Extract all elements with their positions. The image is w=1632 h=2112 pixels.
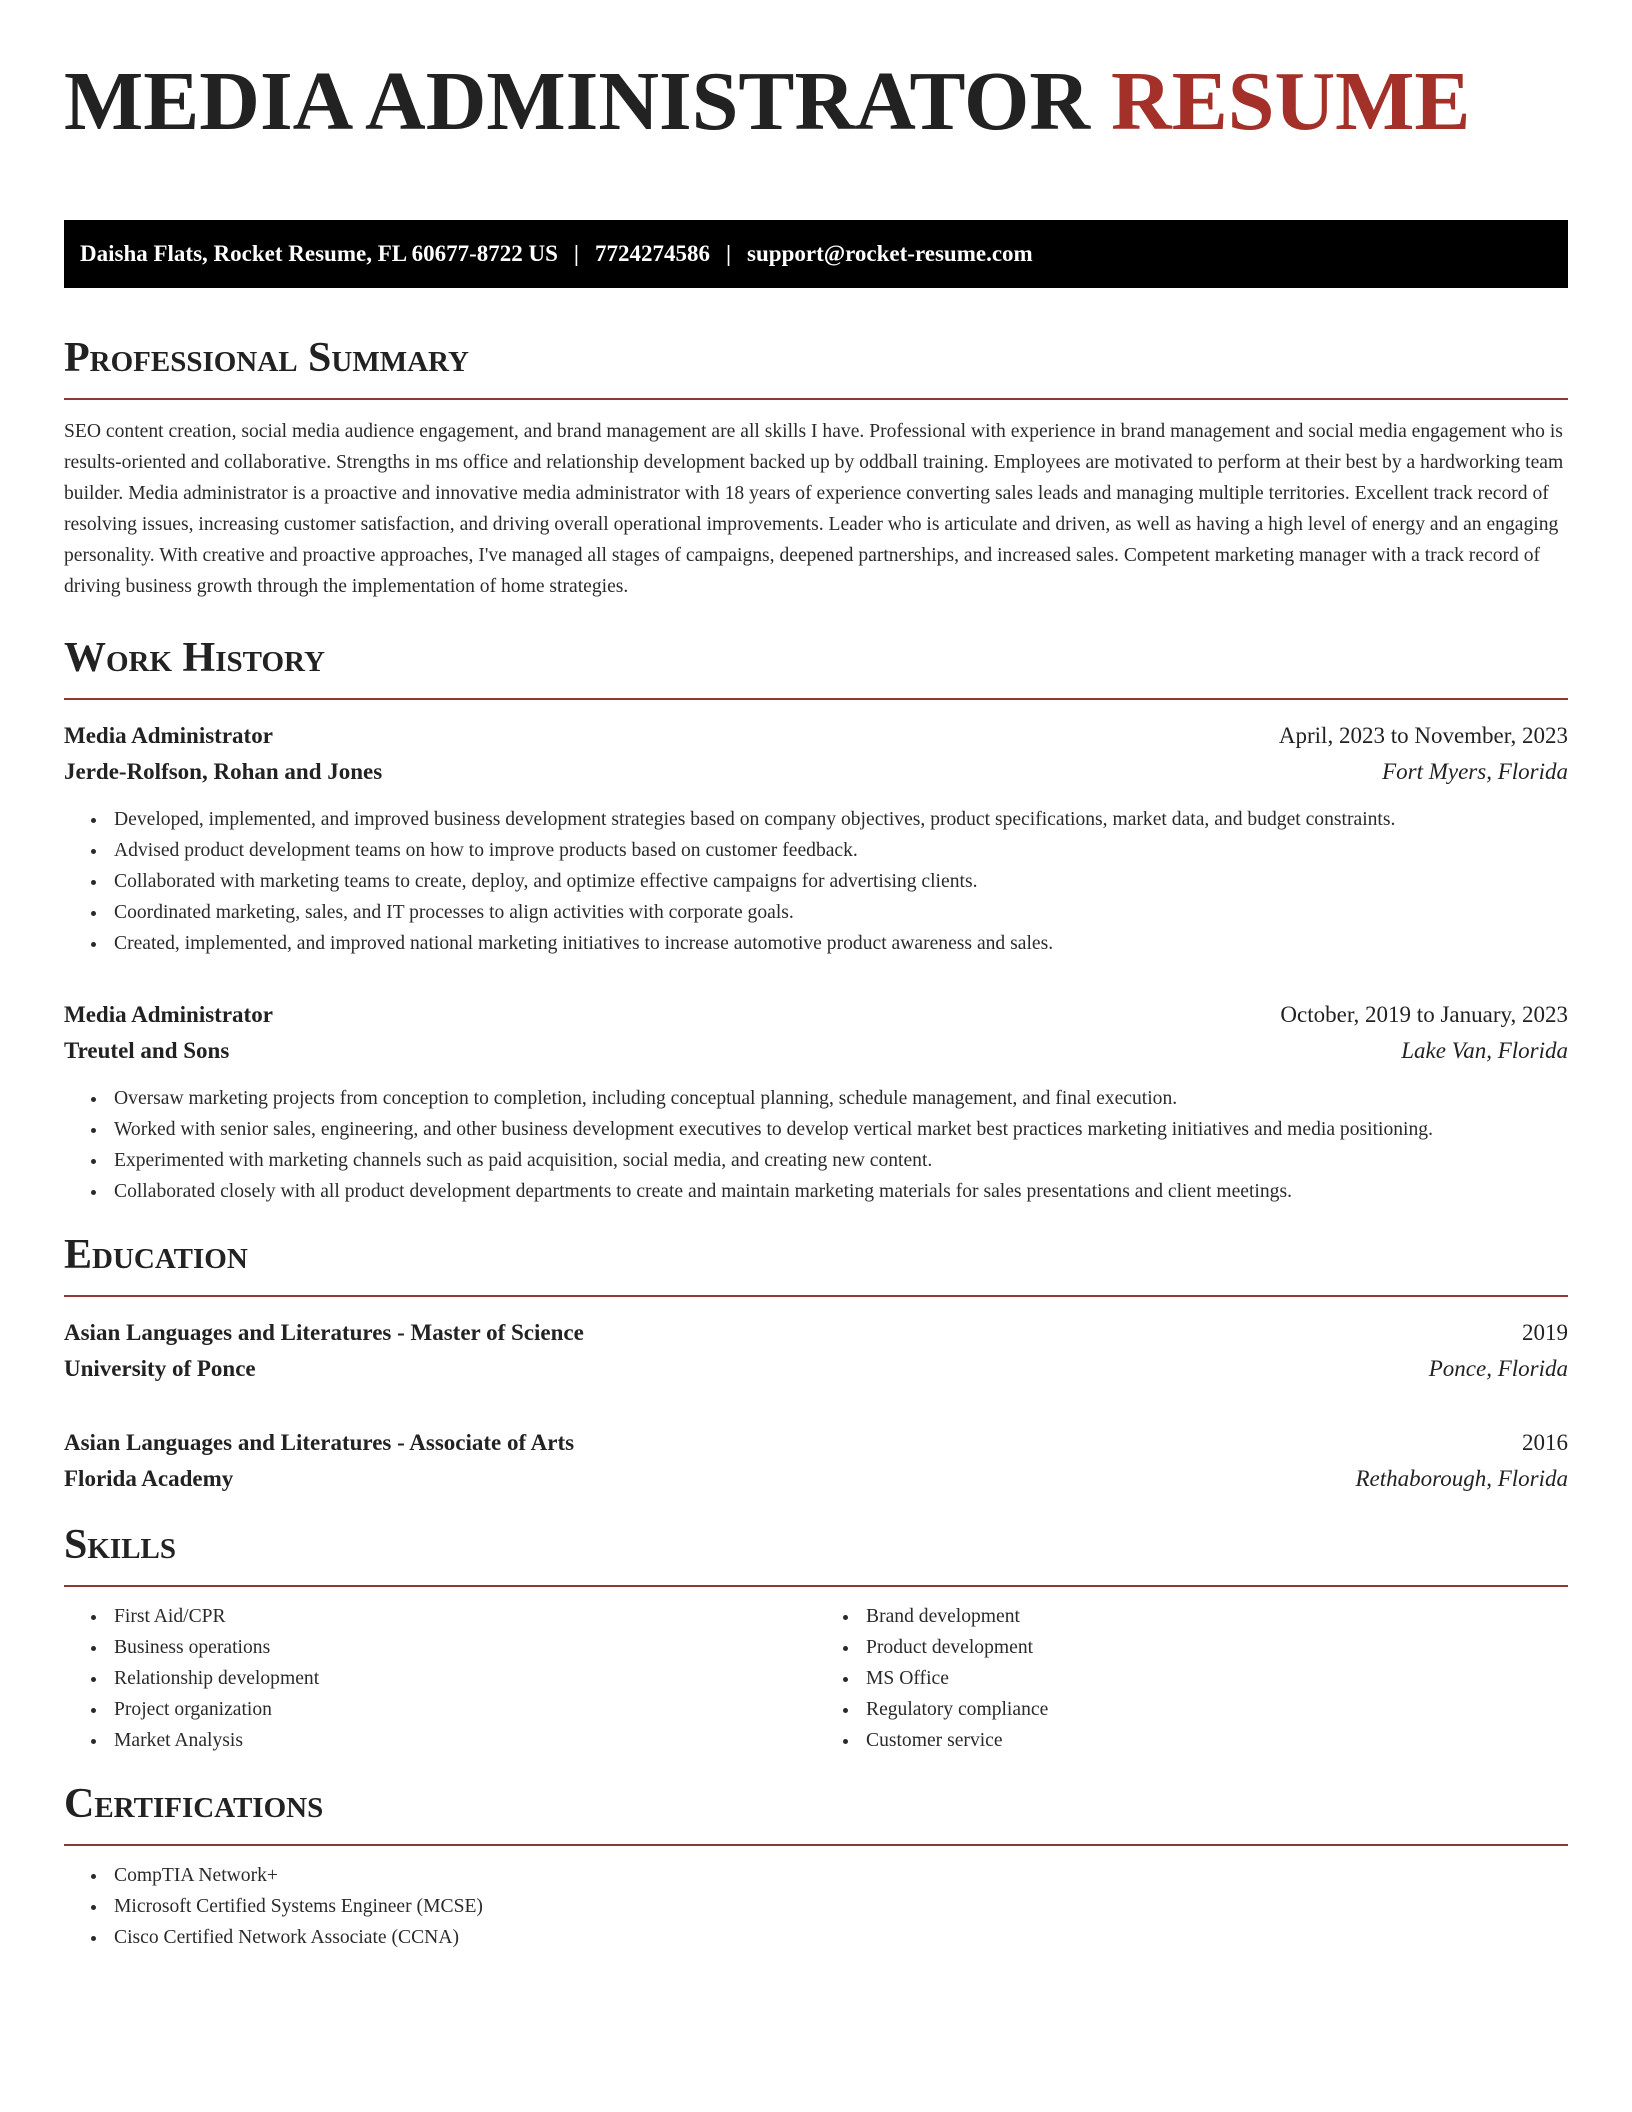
job-bullet: • Experimented with marketing channels such as paid acquisition, social media, and creating new content. <box>108 1145 1568 1176</box>
education-school-row <box>64 1461 1568 1497</box>
job-bullet: • Advised product development teams on how to improve products based on customer feedback. <box>108 835 1568 866</box>
contact-address: Daisha Flats, Rocket Resume, FL 60677-8722 US <box>80 241 558 266</box>
education-location: Rethaborough, Florida <box>1355 1466 1568 1491</box>
education-school: Florida Academy <box>64 1466 234 1491</box>
section-divider <box>64 1585 1568 1587</box>
work-heading: Work History <box>64 635 325 681</box>
skill-item: • MS Office <box>860 1663 1568 1694</box>
education-entry <box>64 1425 1568 1497</box>
skills-heading: Skills <box>64 1522 177 1568</box>
education-degree-row <box>64 1315 1568 1351</box>
job-bullet: • Created, implemented, and improved national marketing initiatives to increase automotive product awareness and sales. <box>108 928 1568 959</box>
education-degree: Asian Languages and Literatures - Associate of Arts <box>64 1430 575 1455</box>
skill-item: • Market Analysis <box>108 1725 816 1756</box>
skill-item: • Business operations <box>108 1632 816 1663</box>
title-accent: RESUME <box>1111 55 1471 148</box>
certifications-list <box>64 1860 1568 1953</box>
certification-item: • Microsoft Certified Systems Engineer (MCSE) <box>108 1891 1568 1922</box>
job-location: Lake Van, Florida <box>1401 1038 1568 1063</box>
job-company-row <box>64 754 1568 790</box>
skill-item: • Brand development <box>860 1601 1568 1632</box>
job-title-row <box>64 718 1568 754</box>
education-entry <box>64 1315 1568 1387</box>
job-bullet: • Worked with senior sales, engineering, and other business development executives to develop vertical market best practices marketing initiatives and media positioning. <box>108 1114 1568 1145</box>
job-company: Treutel and Sons <box>64 1038 230 1063</box>
skills-list-right <box>816 1601 1568 1756</box>
skill-item: • Product development <box>860 1632 1568 1663</box>
skills-list-left <box>64 1601 816 1756</box>
education-school: University of Ponce <box>64 1356 256 1381</box>
job-bullets <box>64 804 1568 959</box>
job-bullet: • Collaborated with marketing teams to create, deploy, and optimize effective campaigns for advertising clients. <box>108 866 1568 897</box>
section-divider <box>64 1844 1568 1846</box>
skills-columns <box>64 1601 1568 1756</box>
contact-email: support@rocket-resume.com <box>747 241 1033 266</box>
skill-item: • First Aid/CPR <box>108 1601 816 1632</box>
job-company: Jerde-Rolfson, Rohan and Jones <box>64 759 383 784</box>
job-entry <box>64 718 1568 959</box>
contact-bar <box>64 220 1568 288</box>
education-degree: Asian Languages and Literatures - Master of Science <box>64 1320 584 1345</box>
education-heading: Education <box>64 1232 248 1278</box>
job-title: Media Administrator <box>64 1002 273 1027</box>
job-location: Fort Myers, Florida <box>1382 759 1568 784</box>
job-bullet: • Coordinated marketing, sales, and IT processes to align activities with corporate goals. <box>108 897 1568 928</box>
section-divider <box>64 698 1568 700</box>
job-bullet: • Collaborated closely with all product development departments to create and maintain marketing materials for sales presentations and client meetings. <box>108 1176 1568 1207</box>
job-bullets <box>64 1083 1568 1207</box>
education-year: 2016 <box>1522 1430 1568 1455</box>
education-location: Ponce, Florida <box>1428 1356 1568 1381</box>
job-bullet: • Developed, implemented, and improved business development strategies based on company objectives, product specifications, market data, and budget constraints. <box>108 804 1568 835</box>
contact-phone: 7724274586 <box>594 241 710 266</box>
contact-separator: | <box>725 241 732 266</box>
certification-item: • CompTIA Network+ <box>108 1860 1568 1891</box>
job-entry <box>64 997 1568 1207</box>
summary-heading: Professional Summary <box>64 335 469 381</box>
title-main: MEDIA ADMINISTRATOR <box>64 55 1091 148</box>
contact-separator: | <box>573 241 579 266</box>
section-divider <box>64 1295 1568 1297</box>
job-bullet: • Oversaw marketing projects from conception to completion, including conceptual planning, schedule management, and final execution. <box>108 1083 1568 1114</box>
job-dates: October, 2019 to January, 2023 <box>1280 1002 1568 1027</box>
job-company-row <box>64 1033 1568 1069</box>
skill-item: • Project organization <box>108 1694 816 1725</box>
education-degree-row <box>64 1425 1568 1461</box>
certification-item: • Cisco Certified Network Associate (CCNA) <box>108 1922 1568 1953</box>
job-dates: April, 2023 to November, 2023 <box>1278 723 1568 748</box>
education-year: 2019 <box>1522 1320 1568 1345</box>
skill-item: • Relationship development <box>108 1663 816 1694</box>
education-school-row <box>64 1351 1568 1387</box>
certifications-heading: Certifications <box>64 1781 324 1827</box>
summary-text: SEO content creation, social media audience engagement, and brand management are all skills I have. Professional with experience in brand management and social media engagement who is results-oriented and collaborative. Strengths in ms office and relationship development backed up by oddball training. Employees are motivated to perform at their best by a hardworking team builder. Media administrator is a proactive and innovative media administrator with 18 years of experience converting sales leads and managing multiple territories. Excellent track record of resolving issues, increasing customer satisfaction, and driving overall operational improvements. Leader who is articulate and driven, as well as having a high level of energy and an engaging personality. With creative and proactive approaches, I've managed all stages of campaigns, deepened partnerships, and increased sales. Competent marketing manager with a track record of driving business growth through the implementation of home strategies. <box>64 421 1564 597</box>
skill-item: • Customer service <box>860 1725 1568 1756</box>
section-divider <box>64 398 1568 400</box>
job-title: Media Administrator <box>64 723 273 748</box>
job-title-row <box>64 997 1568 1033</box>
skill-item: • Regulatory compliance <box>860 1694 1568 1725</box>
page-title <box>64 52 1568 152</box>
